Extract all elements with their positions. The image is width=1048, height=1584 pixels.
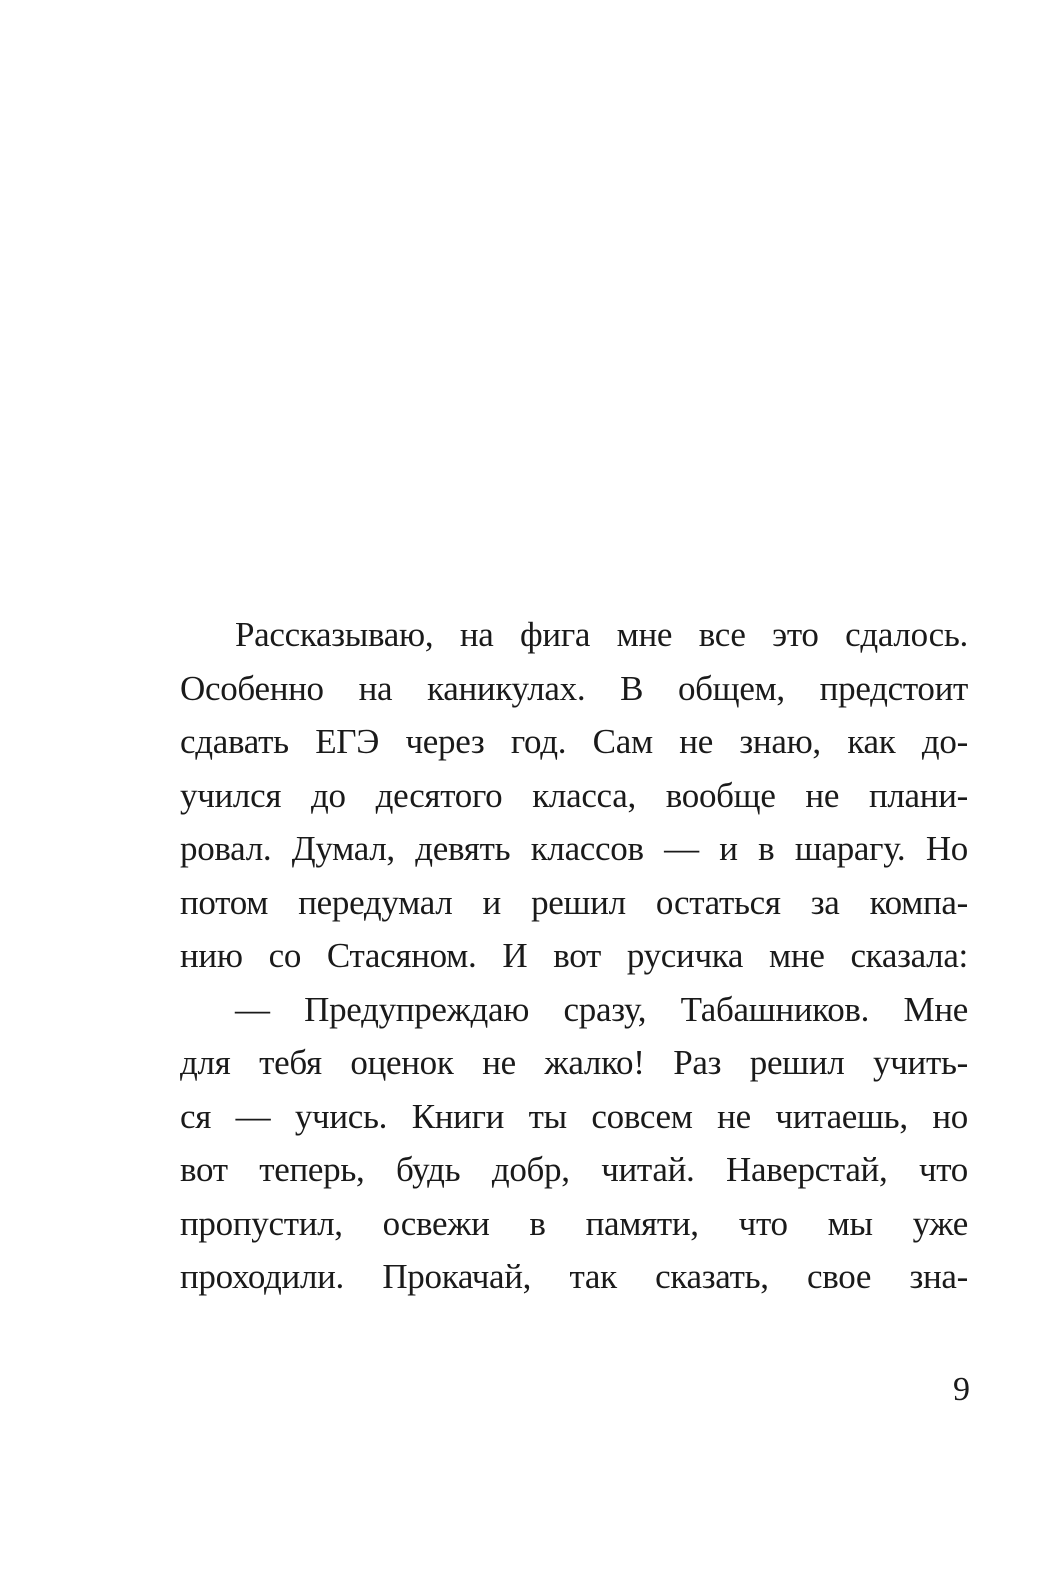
text-line: потом передумал и решил остаться за компа- [180,882,968,922]
text-line: ровал. Думал, девять классов — и в шарагу. Но [180,829,968,868]
body-text [180,608,968,1304]
text-line: вот теперь, будь добр, читай. Наверстай, что [180,1150,968,1189]
text-line: для тебя оценок не жалко! Раз решил учить- [180,1043,968,1082]
text-line: проходили. Прокачай, так сказать, свое зна- [180,1257,968,1296]
text-line: Особенно на каникулах. В общем, предстоит [180,668,968,708]
text-line: — Предупреждаю сразу, Табашников. Мне [235,989,968,1029]
text-line: ся — учись. Книги ты совсем не читаешь, но [180,1096,968,1136]
text-line: пропустил, освежи в памяти, что мы уже [180,1203,968,1243]
page-number: 9 [953,1371,970,1408]
text-line: учился до десятого класса, вообще не плани- [180,775,968,815]
text-line: сдавать ЕГЭ через год. Сам не знаю, как до- [180,722,968,761]
text-line: нию со Стасяном. И вот русичка мне сказала: [180,936,968,975]
text-line: Рассказываю, на фига мне все это сдалось. [235,615,968,654]
